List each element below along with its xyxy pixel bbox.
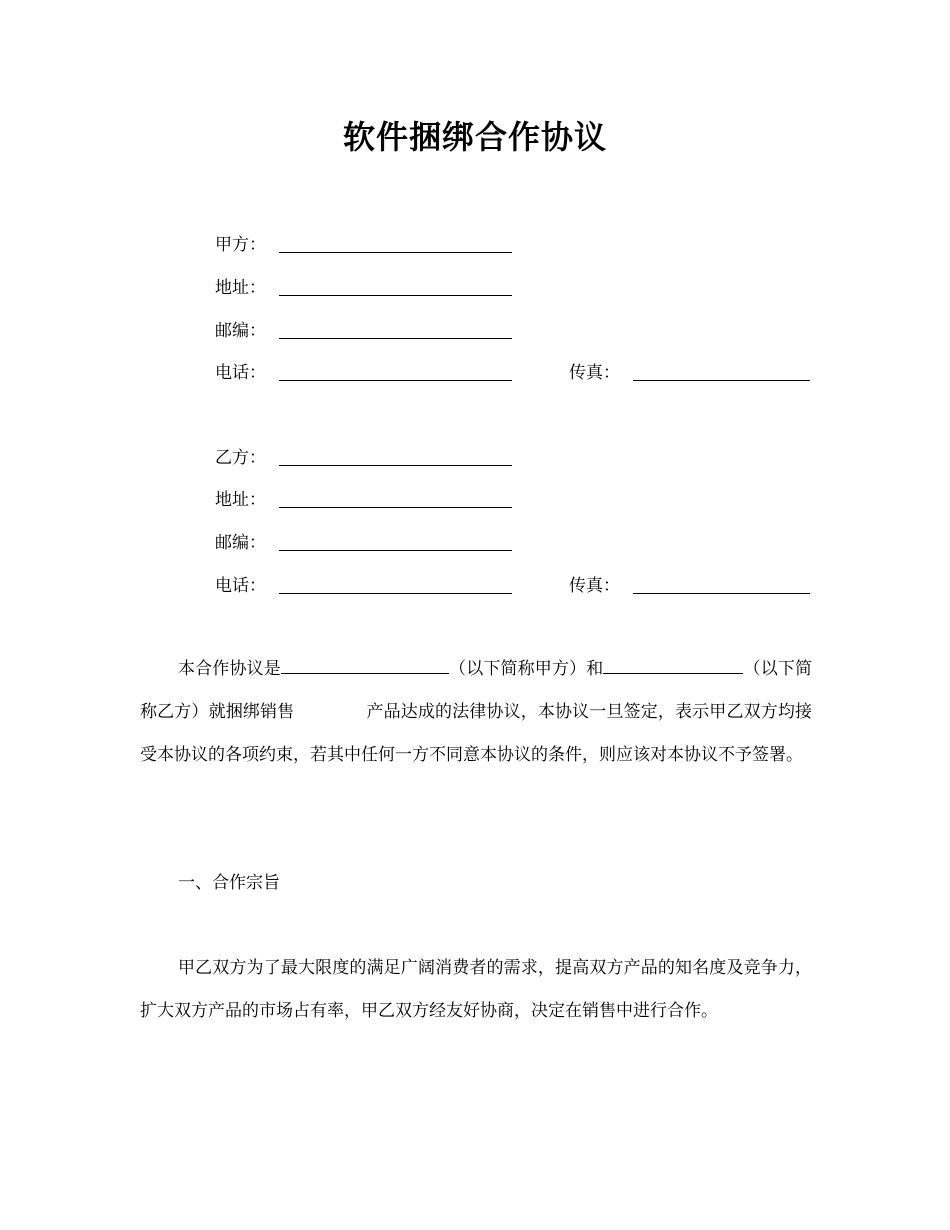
party-a-postcode-label: 邮编： xyxy=(215,321,266,341)
party-b-name-blank[interactable] xyxy=(603,654,743,674)
intro-paragraph xyxy=(140,648,812,777)
party-a-postcode-line[interactable] xyxy=(279,338,512,339)
document-title: 软件捆绑合作协议 xyxy=(342,118,607,156)
party-a-phone-line[interactable] xyxy=(279,380,512,381)
party-b-phone-line[interactable] xyxy=(279,593,512,594)
party-b-name-line[interactable] xyxy=(279,465,512,466)
party-a-fax-label: 传真： xyxy=(569,363,620,383)
section-1-heading: 一、合作宗旨 xyxy=(178,873,280,893)
party-a-name-blank[interactable] xyxy=(281,654,449,674)
intro-text-3: （以下简称乙方）就捆绑销售 xyxy=(140,659,813,722)
party-a-label: 甲方： xyxy=(215,235,266,255)
party-b-address-line[interactable] xyxy=(279,507,512,508)
party-a-address-label: 地址： xyxy=(215,278,266,298)
party-b-postcode-label: 邮编： xyxy=(215,533,266,553)
party-b-fax-line[interactable] xyxy=(633,593,810,594)
party-b-address-label: 地址： xyxy=(215,490,266,510)
section-1-body: 甲乙双方为了最大限度的满足广阔消费者的需求，提高双方产品的知名度及竞争力，扩大双方产品的市场占有率，甲乙双方经友好协商，决定在销售中进行合作。 xyxy=(140,958,812,1021)
intro-text-4: 产品达成的法律协议，本协议一旦签定，表示甲乙双方均接受本协议的各项约束，若其中任何一方不同意本协议的条件，则应该对本协议不予签署。 xyxy=(140,702,813,765)
party-b-phone-label: 电话： xyxy=(215,576,266,596)
party-a-fax-line[interactable] xyxy=(633,380,810,381)
party-a-name-line[interactable] xyxy=(279,252,512,253)
party-b-postcode-line[interactable] xyxy=(279,550,512,551)
party-a-phone-label: 电话： xyxy=(215,363,266,383)
party-b-label: 乙方： xyxy=(215,448,266,468)
intro-text-2: （以下简称甲方）和 xyxy=(448,659,604,679)
party-a-address-line[interactable] xyxy=(279,295,512,296)
party-b-fax-label: 传真： xyxy=(569,576,620,596)
intro-text-1: 本合作协议是 xyxy=(178,659,281,679)
